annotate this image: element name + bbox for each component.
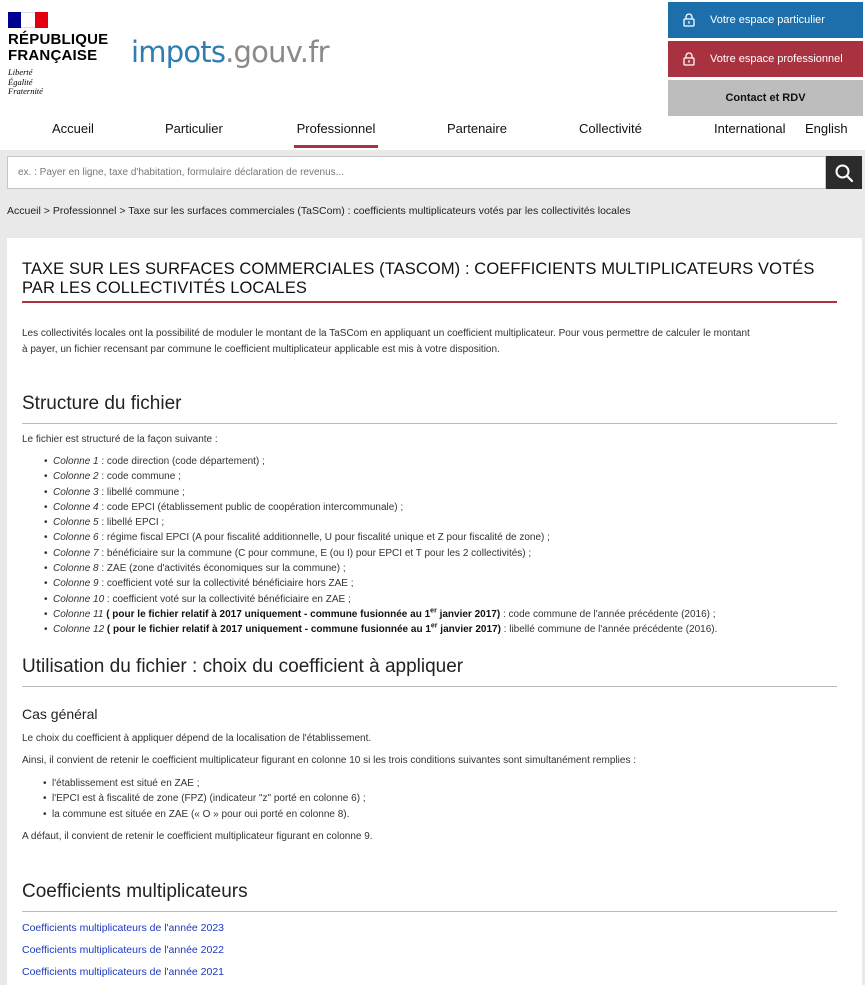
lock-icon	[682, 13, 696, 27]
column-desc: : libellé commune de l'année précédente (2016).	[500, 624, 718, 636]
page-title-line2: PAR LES COLLECTIVITÉS LOCALES	[22, 279, 308, 297]
nav-item-particulier[interactable]: Particulier	[165, 121, 223, 136]
column-desc: : code EPCI (établissement public de coopération intercommunale) ;	[98, 501, 404, 513]
republique-francaise-logo[interactable]	[8, 12, 118, 97]
list-item: • l'EPCI est à fiscalité de zone (FPZ) (indicateur "z" porté en colonne 6) ;	[22, 791, 837, 806]
list-item	[22, 500, 837, 515]
column-name: Colonne 5	[53, 517, 99, 529]
espace-particulier-label: Votre espace particulier	[710, 14, 825, 26]
cas-paragraph-3: A défaut, il convient de retenir le coefficient multiplicateur figurant en colonne 9.	[22, 831, 373, 842]
column-name: Colonne 7	[53, 547, 99, 559]
list-item	[22, 530, 837, 545]
list-item	[22, 546, 837, 561]
column-name: Colonne 10	[53, 593, 105, 605]
page-title	[22, 260, 837, 298]
cas-paragraph-2: Ainsi, il convient de retenir le coefficient multiplicateur figurant en colonne 10 si les trois conditions suivantes sont simultanément remplies :	[22, 755, 637, 766]
marianne-flag-icon	[8, 12, 48, 28]
intro-line1: Les collectivités locales ont la possibilité de moduler le montant de la TaSCom en appliquant un coefficient multiplicateur. Pour vous permettre de calculer le montant	[22, 328, 750, 339]
cas-general-heading: Cas général	[22, 706, 98, 722]
site-name-part-b: .gouv.fr	[225, 35, 329, 69]
page-title-line1: TAXE SUR LES SURFACES COMMERCIALES (TASCOM) : COEFFICIENTS MULTIPLICATEURS VOTÉS	[22, 260, 815, 278]
nav-item-international[interactable]: International	[714, 121, 786, 136]
structure-heading: Structure du fichier	[22, 393, 182, 414]
column-name: Colonne 11	[53, 608, 104, 620]
search-input[interactable]: ex. : Payer en ligne, taxe d'habitation, formulaire déclaration de revenus...	[7, 156, 826, 189]
list-item	[22, 607, 837, 622]
main-nav	[0, 115, 865, 150]
coefficients-divider	[22, 911, 837, 912]
column-desc: : ZAE (zone d'activités économiques sur la commune) ;	[98, 563, 346, 575]
column-note: ( pour le fichier relatif à 2017 uniquement - commune fusionnée au 1er janvier 2017)	[104, 622, 501, 636]
motto-liberte: Liberté	[8, 67, 33, 77]
column-desc: : libellé EPCI ;	[98, 517, 165, 529]
contact-rdv-label: Contact et RDV	[725, 92, 806, 104]
title-divider	[22, 301, 837, 303]
column-note: ( pour le fichier relatif à 2017 uniquement - commune fusionnée au 1er janvier 2017)	[103, 607, 501, 620]
usage-divider	[22, 686, 837, 687]
list-item	[22, 592, 837, 607]
intro-paragraph	[22, 326, 837, 358]
list-item	[22, 622, 837, 637]
column-desc: : régime fiscal EPCI (A pour fiscalité additionnelle, U pour fiscalité unique et Z pour fiscalité de zone) ;	[98, 532, 550, 544]
column-name: Colonne 6	[53, 532, 99, 544]
column-name: Colonne 1	[53, 456, 99, 467]
site-name-part-a: impots	[131, 35, 226, 69]
motto-fraternite: Fraternité	[8, 86, 43, 96]
column-desc: : code commune ;	[98, 471, 181, 483]
breadcrumb[interactable]: Accueil > Professionnel > Taxe sur les surfaces commerciales (TaSCom) : coefficients multiplicateurs votés par les collectivités locales	[7, 205, 631, 217]
coefficients-heading: Coefficients multiplicateurs	[22, 881, 248, 902]
nav-item-partenaire[interactable]: Partenaire	[447, 121, 507, 136]
motto-egalite: Égalité	[8, 76, 33, 87]
site-header	[0, 0, 865, 150]
column-name: Colonne 2	[53, 471, 99, 483]
column-name: Colonne 8	[53, 563, 99, 575]
link-coefficients-2023[interactable]: Coefficients multiplicateurs de l'année 2023	[22, 922, 225, 934]
list-item	[22, 485, 837, 500]
list-item	[22, 561, 837, 576]
link-coefficients-2021[interactable]: Coefficients multiplicateurs de l'année 2021	[22, 966, 225, 978]
column-desc: : libellé commune ;	[98, 486, 185, 498]
structure-divider	[22, 423, 837, 424]
usage-heading: Utilisation du fichier : choix du coefficient à appliquer	[22, 656, 464, 677]
list-item	[22, 515, 837, 530]
nav-item-professionnel[interactable]: Professionnel	[294, 115, 378, 148]
search-button[interactable]	[826, 156, 862, 189]
column-desc: : code commune de l'année précédente (2016) ;	[500, 608, 716, 620]
lock-icon	[682, 52, 696, 66]
search-icon	[834, 163, 854, 183]
list-item: • la commune est située en ZAE (« O » pour oui porté en colonne 8).	[22, 807, 837, 822]
column-name: Colonne 9	[53, 578, 99, 590]
nav-item-accueil[interactable]: Accueil	[52, 121, 94, 136]
main-content	[7, 238, 862, 985]
nav-item-english[interactable]: English	[805, 121, 848, 136]
column-name: Colonne 4	[53, 501, 99, 513]
espace-professionnel-label: Votre espace professionnel	[710, 53, 843, 65]
contact-rdv-button[interactable]	[668, 80, 863, 116]
column-name: Colonne 3	[53, 486, 99, 498]
list-item	[22, 576, 837, 591]
column-desc: : bénéficiaire sur la commune (C pour commune, E (ou I) pour EPCI et T pour les 2 collectivités) ;	[98, 547, 532, 559]
list-item	[22, 454, 837, 469]
republic-line2: FRANÇAISE	[8, 47, 98, 64]
cas-paragraph-1: Le choix du coefficient à appliquer dépend de la localisation de l'établissement.	[22, 733, 372, 744]
column-desc: : coefficient voté sur la collectivité bénéficiaire hors ZAE ;	[98, 578, 354, 590]
column-desc: : coefficient voté sur la collectivité bénéficiaire en ZAE ;	[104, 593, 351, 605]
column-desc: : code direction (code département) ;	[98, 456, 265, 467]
impots-gouv-logo[interactable]	[131, 35, 329, 69]
espace-professionnel-button[interactable]	[668, 41, 863, 77]
list-item	[22, 469, 837, 484]
intro-line2: à payer, un fichier recensant par commune le coefficient multiplicateur applicable est mis à votre disposition.	[22, 344, 500, 355]
structure-intro: Le fichier est structuré de la façon suivante :	[22, 434, 218, 445]
republic-line1: RÉPUBLIQUE	[8, 31, 109, 48]
column-name: Colonne 12	[53, 624, 105, 636]
list-item: • l'établissement est situé en ZAE ;	[22, 776, 837, 791]
nav-item-collectivite[interactable]: Collectivité	[579, 121, 642, 136]
link-coefficients-2022[interactable]: Coefficients multiplicateurs de l'année 2022	[22, 944, 225, 956]
conditions-list	[22, 776, 837, 822]
columns-list	[22, 454, 837, 638]
espace-particulier-button[interactable]	[668, 2, 863, 38]
